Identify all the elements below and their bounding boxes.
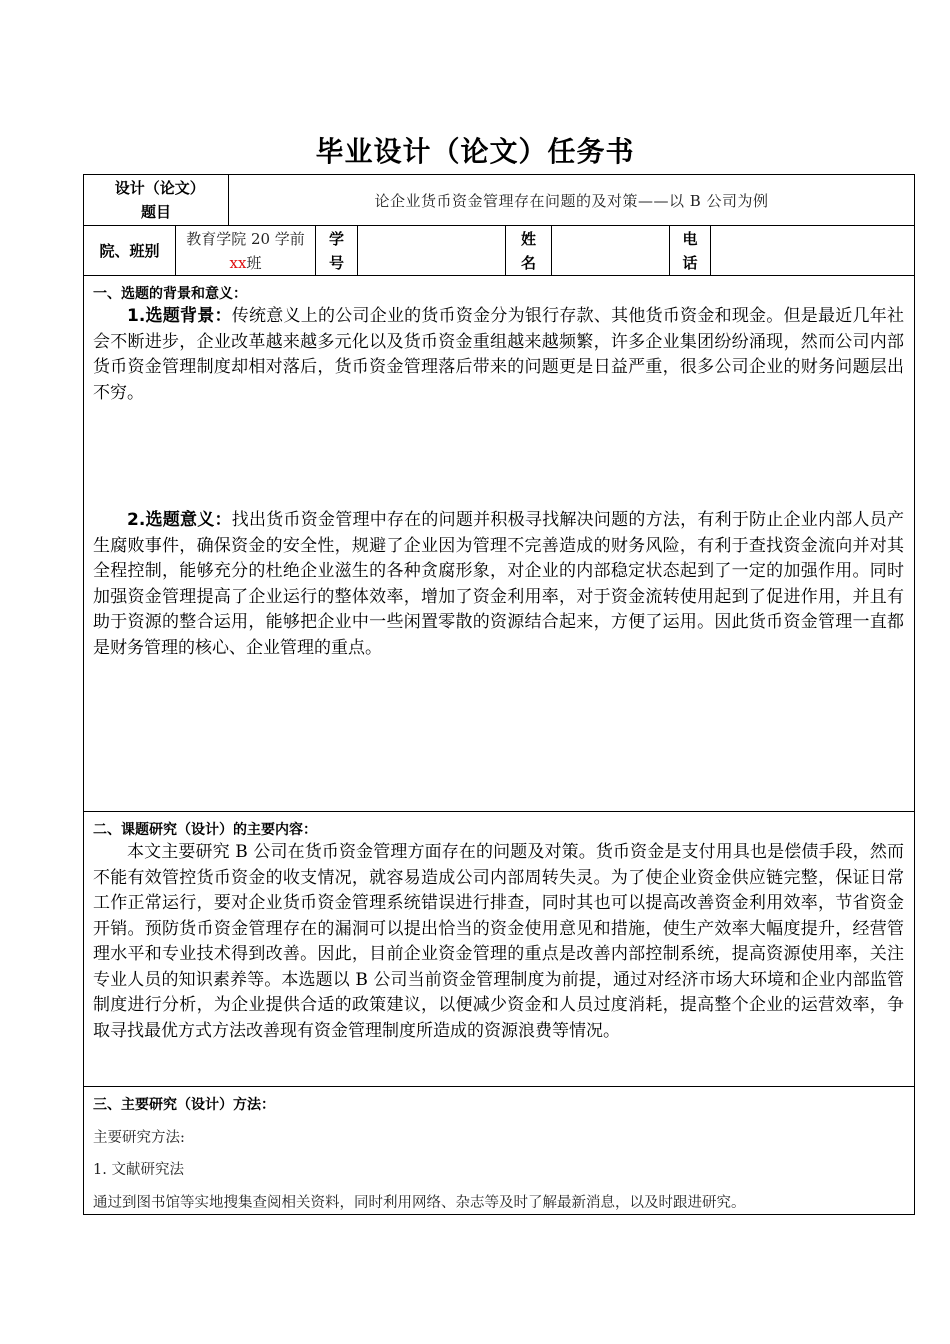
significance-label: 2.选题意义： [127,510,232,530]
significance-text: 找出货币资金管理中存在的问题并积极寻找解决问题的方法，有利于防止企业内部人员产生腐败事件，确保资金的安全性，规避了企业因为管理不完善造成的财务风险，有利于查找资金流向并对其全程控制，能够充分的杜绝企业滋生的各种贪腐形象，对企业的内部稳定状态起到了一定的加强作用。同时加强资金管理提高了企业运行的整体效率，增加了资金利用率，对于资金流转使用起到了促进作用，并且有助于资源的整合运用，能够把企业中一些闲置零散的资源结合起来，方便了运用。因此货币资金管理一直都是财务管理的核心、企业管理的重点。 [93,510,905,658]
task-table [83,174,915,1215]
significance-paragraph [93,508,904,661]
phone-label: 电话 [670,226,711,276]
student-id-value [358,226,506,276]
background-label: 1.选题背景： [127,306,232,326]
student-id-label: 学号 [316,226,358,276]
class-value-main: 教育学院 20 学前 [186,229,305,248]
document-title: 毕业设计（论文）任务书 [315,135,635,168]
name-label: 姓名 [506,226,552,276]
section2-heading: 二、课题研究（设计）的主要内容： [93,822,317,838]
section-methods [84,1087,915,1215]
section-background [84,276,915,812]
topic-value: 论企业货币资金管理存在问题的及对策——以 B 公司为例 [229,175,915,226]
class-label: 院、班别 [84,226,176,276]
name-value [552,226,670,276]
class-value-placeholder: xx [229,253,247,272]
section-content [84,812,915,1087]
section1-heading: 一、选题的背景和意义： [93,286,247,302]
content-paragraph: 本文主要研究 B 公司在货币资金管理方面存在的问题及对策。货币资金是支付用具也是偿债手段，然而不能有效管控货币资金的收支情况，就容易造成公司内部周转失灵。为了使企业资金供应链完整，保证日常工作正常运行，要对企业货币资金管理系统错误进行排查，同时其也可以提高改善资金利用效率，节省资金开销。预防货币资金管理存在的漏洞可以提出恰当的资金使用意见和措施，使生产效率大幅度提升，经营管理水平和专业技术得到改善。因此，目前企业资金管理的重点是改善内部控制系统，提高资源使用率，关注专业人员的知识素养等。本选题以 B 公司当前资金管理制度为前提，通过对经济市场大环境和企业内部监管制度进行分析，为企业提供合适的政策建议，以便减少资金和人员过度消耗，提高整个企业的运营效率，争取寻找最优方式方法改善现有资金管理制度所造成的资源浪费等情况。 [93,842,905,1041]
class-value-suffix: 班 [246,253,262,272]
phone-value [711,226,915,276]
class-value [176,226,316,276]
background-paragraph [93,304,904,406]
background-text: 传统意义上的公司企业的货币资金分为银行存款、其他货币资金和现金。但是最近几年社会不断进步，企业改革越来越多元化以及货币资金重组越来越频繁，许多企业集团纷纷涌现，然而公司内部货币资金管理制度却相对落后，货币资金管理落后带来的问题更是日益严重，很多公司企业的财务问题层出不穷。 [93,306,905,403]
section3-heading: 三、主要研究（设计）方法： [93,1097,275,1113]
method-item-1-desc: 通过到图书馆等实地搜集查阅相关资料，同时利用网络、杂志等及时了解最新消息，以及时跟进研究。 [93,1195,746,1211]
methods-intro: 主要研究方法: [93,1130,185,1146]
topic-label: 设计（论文）题目 [84,175,229,226]
method-item-1: 1. 文献研究法 [93,1162,184,1178]
